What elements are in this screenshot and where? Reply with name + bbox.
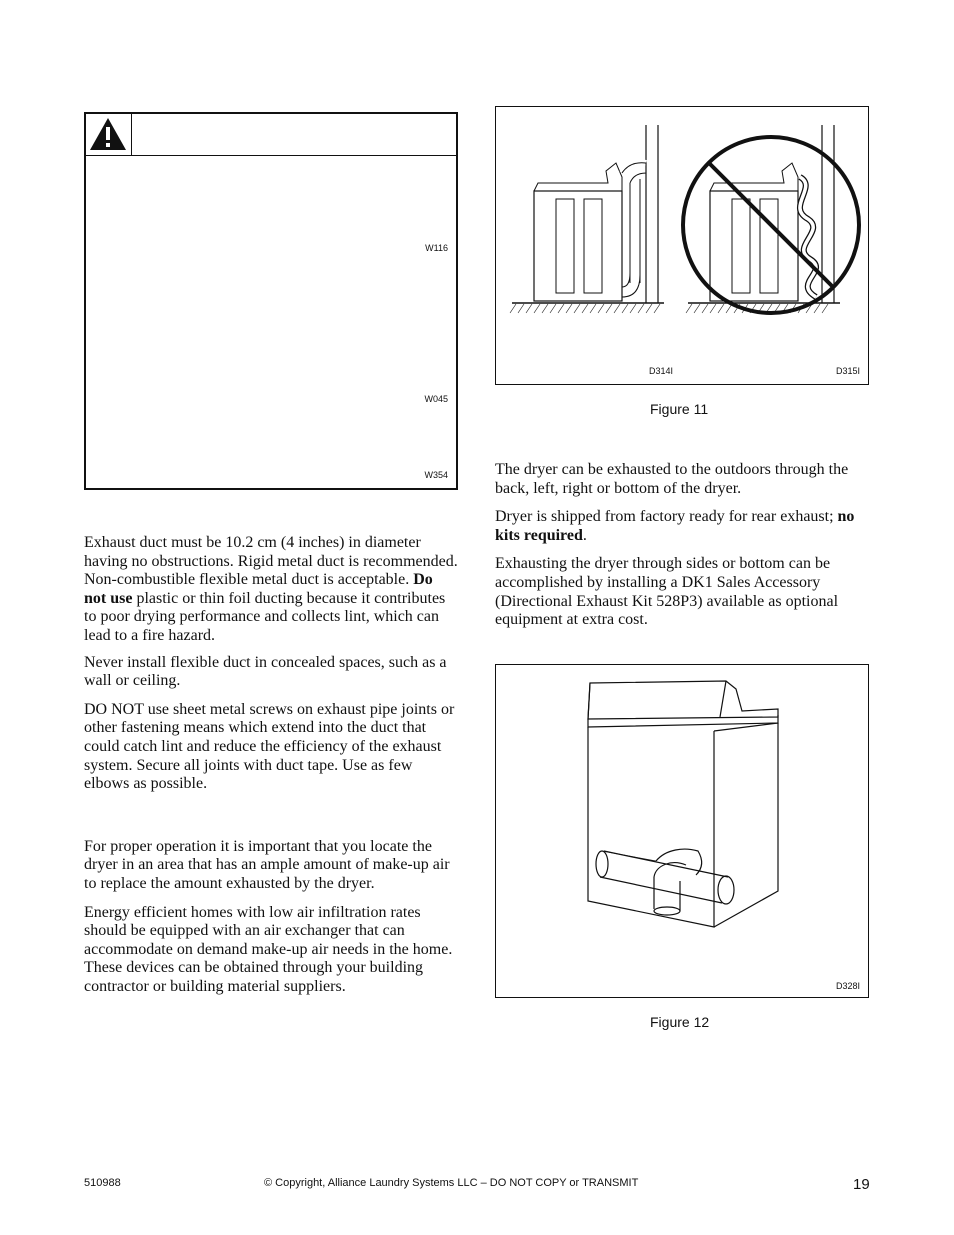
figure-11-frame [495, 106, 869, 385]
figure-11-code-right: D315I [836, 366, 861, 376]
footer-copyright: © Copyright, Alliance Laundry Systems LLC – DO NOT COPY or TRANSMIT [264, 1177, 639, 1189]
paragraph-duct-size [84, 534, 458, 646]
left-column [84, 534, 458, 996]
paragraph-screws: DO NOT use sheet metal screws on exhaust pipe joints or other fastening means which extend into the duct that could catch lint and reduce the efficiency of the exhaust system. Secure all joints with duct tape. Use as few elbows as possible. [84, 700, 455, 793]
paragraph-shipped-rear [495, 508, 871, 545]
bold-run: no kits required [495, 508, 855, 544]
text-run: Exhaust duct must be 10.2 cm (4 inches) in diameter having no obstructions. Rigid metal duct is recommended. Non-combustible flexible metal duct is acceptable. [84, 534, 458, 589]
warning-box [84, 112, 458, 490]
right-column [495, 461, 871, 630]
warning-code-1: W116 [425, 243, 448, 253]
warning-code-3: W354 [424, 470, 448, 480]
text-run: plastic or thin foil ducting because it contributes to poor drying performance and collects lint, which can lead to a fire hazard. [84, 589, 446, 644]
bold-run: Do not use [84, 571, 433, 607]
text-run: Dryer is shipped from factory ready for rear exhaust; [495, 508, 838, 526]
paragraph-flexible-duct: Never install flexible duct in concealed spaces, such as a wall or ceiling. [84, 653, 447, 690]
warning-header [86, 114, 456, 156]
figure-11-illustration [496, 107, 867, 383]
footer-doc-number: 510988 [84, 1177, 121, 1189]
figure-11-caption: Figure 11 [650, 401, 709, 417]
warning-icon-cell [86, 114, 132, 155]
paragraph-makeup-air: For proper operation it is important that you locate the dryer in an area that has an ample amount of make-up air to replace the amount exhausted by the dryer. [84, 837, 450, 892]
paragraph-exhaust-kit: Exhausting the dryer through sides or bottom can be accomplished by installing a DK1 Sales Accessory (Directional Exhaust Kit 528P3) available as optional equipment at extra cost. [495, 555, 839, 629]
warning-triangle-icon [86, 114, 130, 154]
figure-12-caption: Figure 12 [650, 1014, 710, 1030]
figure-12-illustration [496, 665, 867, 996]
paragraph-exhaust-directions: The dryer can be exhausted to the outdoors through the back, left, right or bottom of the dryer. [495, 461, 849, 497]
figure-11-code-left: D314I [649, 366, 674, 376]
figure-12-frame [495, 664, 869, 998]
text-run: . [582, 526, 587, 544]
paragraph-energy-efficient: Energy efficient homes with low air infiltration rates should be equipped with an air exchanger that can accommodate on demand make-up air needs in the home. These devices can be obtained through your building contractor or building material suppliers. [84, 903, 453, 995]
warning-code-2: W045 [424, 394, 448, 404]
footer-page-number: 19 [853, 1176, 870, 1193]
figure-12-code: D328I [836, 981, 861, 991]
